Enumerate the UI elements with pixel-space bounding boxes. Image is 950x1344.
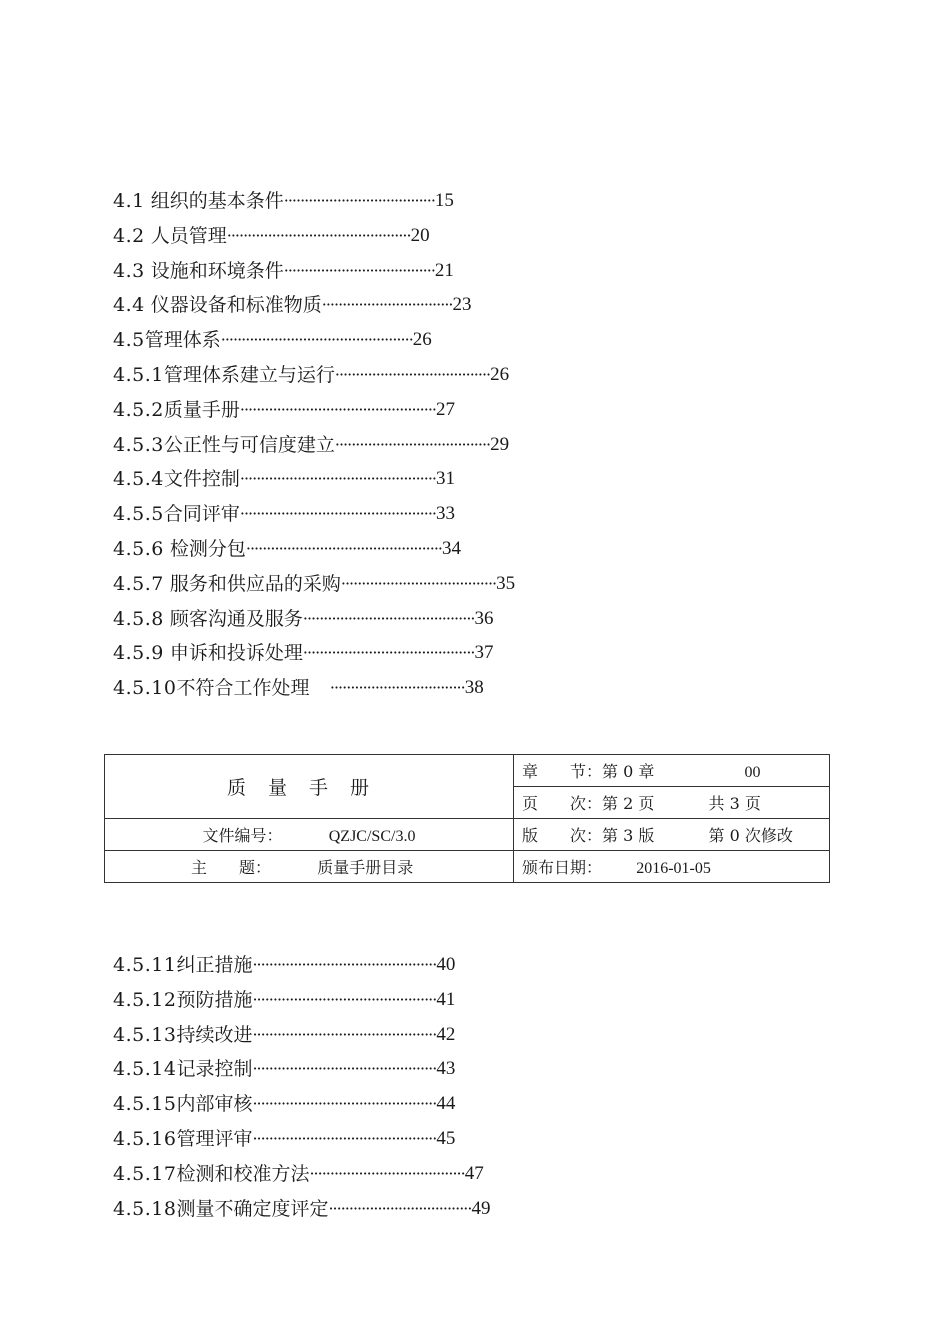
toc-entry-title: 检测和校准方法	[176, 1162, 310, 1185]
toc-entry-page: 15	[434, 190, 454, 211]
toc-entry-leader: ·············································	[226, 225, 411, 245]
toc-entry-leader: ·····································	[283, 191, 435, 210]
toc-entry-title: 申诉和投诉处理	[169, 642, 303, 665]
toc-entry-number: 4.5.13	[113, 1023, 177, 1046]
toc-entry-number: 4.5.2	[113, 398, 164, 421]
toc-entry-page: 44	[436, 1093, 456, 1115]
toc-entry	[113, 393, 515, 428]
toc-entry	[113, 1122, 490, 1157]
toc-entry-number: 4.5.6	[113, 537, 164, 560]
toc-entry-leader: ················································	[239, 469, 436, 489]
doc-number-label: 文件编号：	[202, 826, 283, 845]
revision-label: 第 0 次修改	[708, 826, 793, 845]
toc-entry	[113, 288, 515, 323]
toc-entry-leader: ··········································	[302, 608, 475, 628]
toc-entry-number: 4.5.10	[113, 677, 177, 700]
toc-entry-leader: ······································	[334, 364, 491, 384]
document-header-table	[104, 754, 830, 883]
toc-entry-leader: ·············································	[252, 1094, 437, 1114]
toc-entry-title: 管理评审	[176, 1127, 253, 1150]
toc-entry-page: 26	[490, 363, 510, 385]
toc-entry-number: 4.5.4	[113, 468, 164, 491]
toc-entry-title: 预防措施	[176, 988, 253, 1011]
toc-entry	[113, 602, 515, 637]
toc-entry-leader: ················································	[239, 504, 436, 524]
toc-entry-leader: ···································	[328, 1198, 472, 1218]
toc-entry-page: 37	[474, 642, 494, 664]
toc-entry-title: 纠正措施	[176, 954, 253, 976]
toc-entry-page: 23	[452, 294, 472, 316]
toc-entry-number: 4.5.7	[113, 572, 164, 595]
toc-entry-leader: ································	[321, 295, 453, 315]
toc-entry-title: 公正性与可信度建立	[163, 433, 335, 456]
toc-entry	[113, 497, 515, 532]
toc-entry-page: 42	[436, 1023, 456, 1045]
toc-entry-page: 33	[436, 503, 455, 525]
toc-entry-leader: ······································	[309, 1163, 465, 1183]
toc-entry-page: 47	[464, 1162, 484, 1184]
toc-entry-number: 4.5.3	[113, 433, 164, 456]
issue-date-value: 2016-01-05	[636, 860, 711, 877]
toc-entry-number: 4.5.5	[113, 503, 164, 526]
toc-entry-page: 45	[436, 1127, 456, 1149]
toc-entry-title: 检测分包	[169, 537, 246, 560]
issue-date-cell	[514, 851, 830, 883]
toc-entry-title: 组织的基本条件	[150, 190, 284, 212]
toc-entry	[113, 636, 515, 671]
subject-label: 主 题：	[191, 858, 272, 877]
toc-entry-title: 质量手册	[163, 398, 240, 421]
toc-entry	[113, 428, 515, 463]
toc-entry-number: 4.5.12	[113, 988, 177, 1011]
doc-number-value: QZJC/SC/3.0	[328, 828, 416, 845]
toc-entry	[113, 323, 515, 358]
toc-entry-page: 31	[436, 468, 455, 490]
toc-entry-title: 管理体系建立与运行	[163, 363, 335, 386]
toc-entry-number: 4.4	[113, 294, 145, 317]
toc-entry-number: 4.5.17	[113, 1162, 177, 1185]
chapter-cell	[514, 755, 830, 787]
toc-entry-page: 36	[474, 607, 494, 629]
toc-entry-leader: ················································	[245, 538, 442, 558]
toc-entry	[113, 1157, 490, 1192]
toc-entry-number: 4.5.15	[113, 1093, 177, 1116]
toc-entry-page: 40	[436, 954, 456, 975]
toc-entry-page: 27	[436, 398, 455, 420]
page-total: 共 3 页	[708, 794, 761, 813]
toc-entry-title: 设施和环境条件	[150, 259, 284, 282]
toc-entry-page: 29	[490, 433, 510, 455]
toc-entry-leader: ··········································	[302, 643, 475, 663]
toc-entry-page: 41	[436, 988, 456, 1010]
toc-entry-leader: ·············································	[252, 955, 437, 974]
toc-entry-title: 文件控制	[163, 468, 240, 491]
toc-entry	[113, 358, 515, 393]
toc-entry-page: 38	[464, 677, 484, 699]
toc-entry-number: 4.5.1	[113, 363, 164, 386]
toc-entry-leader: ······································	[340, 573, 497, 593]
toc-entry-leader: ················································	[239, 399, 436, 419]
toc-entry	[113, 219, 515, 254]
toc-entry-leader: ······································	[334, 434, 491, 454]
toc-entry-page: 34	[442, 537, 461, 559]
toc-entry-number: 4.1	[113, 190, 145, 212]
toc-entry-page: 35	[496, 572, 516, 594]
issue-date-label: 颁布日期：	[522, 858, 603, 877]
toc-entry	[113, 462, 515, 497]
toc-entry-title: 合同评审	[163, 503, 240, 526]
toc-entry-leader: ·····································	[283, 260, 435, 280]
doc-number-cell	[105, 819, 514, 851]
edition-label: 版 次：第 3 版	[522, 826, 655, 845]
toc-entry-number: 4.5.8	[113, 607, 164, 630]
subject-value: 质量手册目录	[317, 858, 414, 877]
toc-entry	[113, 1087, 490, 1122]
toc-entry-title: 服务和供应品的采购	[169, 572, 341, 595]
subject-cell	[105, 851, 514, 883]
edition-cell	[514, 819, 830, 851]
toc-list-bottom	[113, 948, 490, 1226]
toc-entry	[113, 1018, 490, 1053]
manual-title: 质量手册	[105, 755, 514, 819]
toc-entry-page: 21	[434, 259, 454, 281]
toc-entry-number: 4.5.14	[113, 1058, 177, 1081]
toc-entry-title: 持续改进	[176, 1023, 253, 1046]
toc-entry	[113, 184, 515, 219]
toc-entry-page: 26	[412, 329, 432, 351]
toc-entry	[113, 1052, 490, 1087]
toc-entry-title: 人员管理	[150, 224, 227, 247]
toc-entry-title: 不符合工作处理	[176, 677, 310, 700]
toc-entry-leader: ·············································	[252, 1024, 437, 1044]
toc-entry-number: 4.3	[113, 259, 145, 282]
toc-entry-leader: ·············································	[252, 989, 437, 1009]
toc-entry-number: 4.5.11	[113, 954, 177, 976]
toc-entry-page: 20	[410, 224, 430, 246]
toc-entry-leader: ···············································	[220, 330, 413, 350]
toc-entry-title: 仪器设备和标准物质	[150, 294, 322, 317]
toc-entry-number: 4.5	[113, 329, 145, 352]
page-label: 页 次：第 2 页	[522, 794, 655, 813]
toc-entry	[113, 671, 515, 706]
toc-entry-title: 顾客沟通及服务	[169, 607, 303, 630]
chapter-label: 章 节：第 0 章	[522, 762, 655, 781]
page-cell	[514, 787, 830, 819]
toc-entry-leader: ·············································	[252, 1128, 437, 1148]
toc-entry-leader: ·································	[309, 678, 465, 698]
toc-entry-number: 4.5.9	[113, 642, 164, 665]
toc-entry	[113, 1192, 490, 1227]
toc-list-top	[113, 184, 515, 706]
toc-entry	[113, 567, 515, 602]
toc-entry	[113, 983, 490, 1018]
toc-entry-title: 记录控制	[176, 1058, 253, 1081]
toc-entry-number: 4.5.18	[113, 1197, 177, 1220]
toc-entry-title: 管理体系	[144, 329, 221, 352]
toc-entry	[113, 532, 515, 567]
chapter-code: 00	[744, 764, 761, 781]
toc-entry	[113, 254, 515, 289]
toc-entry-number: 4.2	[113, 224, 145, 247]
toc-entry-page: 43	[436, 1058, 456, 1080]
toc-entry	[113, 948, 490, 983]
toc-entry-leader: ·············································	[252, 1059, 437, 1079]
toc-entry-page: 49	[471, 1197, 491, 1219]
toc-entry-title: 内部审核	[176, 1093, 253, 1116]
toc-entry-title: 测量不确定度评定	[176, 1197, 329, 1220]
toc-entry-number: 4.5.16	[113, 1127, 177, 1150]
